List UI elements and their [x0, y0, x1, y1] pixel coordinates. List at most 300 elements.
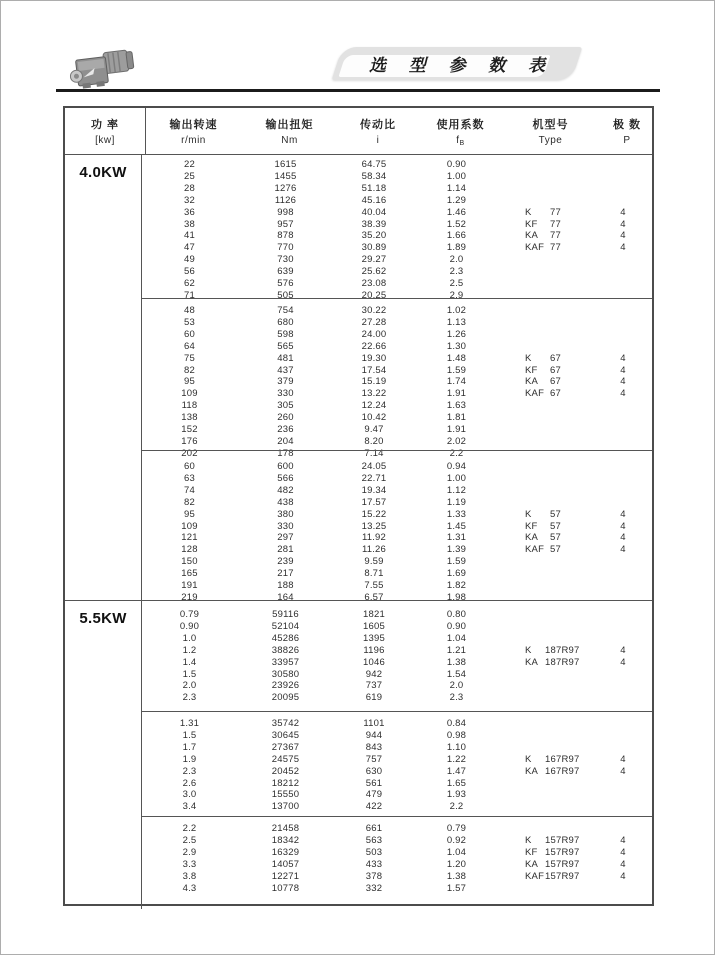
power-column	[65, 601, 142, 909]
model-type-size: 167R97	[545, 765, 580, 777]
table-row	[142, 778, 652, 790]
output-speed-value: 36	[184, 206, 195, 218]
ratio-value: 843	[365, 741, 383, 753]
service-factor-value: 1.52	[446, 218, 467, 230]
ratio-value: 30.22	[361, 305, 387, 316]
model-type-value	[499, 847, 594, 859]
service-factor-value: 1.54	[446, 668, 467, 680]
output-speed-value: 1.5	[182, 668, 197, 680]
model-type-value	[499, 580, 594, 592]
poles-value: 4	[620, 508, 626, 520]
ratio-value: 22.66	[361, 340, 387, 352]
model-type-value	[499, 859, 594, 871]
service-factor-value: 1.02	[446, 305, 467, 316]
model-type-value	[499, 230, 594, 242]
output-speed-value: 1.0	[182, 632, 197, 644]
poles-value: 4	[620, 834, 626, 846]
output-speed-value: 2.6	[182, 777, 197, 789]
output-speed-value: 32	[184, 194, 195, 206]
poles-value	[594, 778, 652, 790]
service-factor-value: 1.12	[446, 484, 467, 496]
model-type-value	[499, 388, 594, 400]
output-torque-value: 10778	[271, 882, 300, 894]
model-type-prefix: KAF	[525, 242, 545, 254]
output-torque-value: 565	[277, 340, 294, 352]
service-factor-value: 1.46	[446, 206, 467, 218]
poles-value: 4	[620, 388, 626, 400]
model-type-value	[499, 424, 594, 436]
output-torque-value: 18342	[271, 834, 300, 846]
model-type-prefix: KA	[525, 532, 539, 544]
table-block	[142, 447, 652, 603]
ratio-value: 27.28	[361, 316, 387, 328]
poles-value: 4	[620, 206, 626, 218]
ratio-value: 378	[365, 870, 383, 882]
output-torque-value: 380	[277, 508, 294, 520]
table-row	[142, 461, 652, 473]
table-row	[142, 412, 652, 424]
table-row	[142, 183, 652, 195]
ratio-value: 45.16	[361, 194, 387, 206]
table-row	[142, 580, 652, 592]
output-torque-value: 1455	[274, 170, 297, 182]
power-section	[65, 155, 652, 603]
ratio-value: 757	[365, 753, 383, 765]
output-torque-value: 680	[277, 316, 294, 328]
model-type-size: 57	[550, 508, 561, 520]
table-row	[142, 609, 652, 621]
model-type-size: 157R97	[545, 846, 580, 858]
model-type-value	[499, 266, 594, 278]
output-torque-value: 754	[277, 305, 294, 316]
ratio-value: 737	[365, 680, 383, 692]
service-factor-value: 0.80	[446, 609, 467, 620]
model-type-prefix: KA	[525, 230, 539, 242]
poles-value	[594, 609, 652, 621]
page-title-banner	[337, 47, 577, 80]
model-type-size: 57	[550, 544, 561, 556]
ratio-value: 332	[365, 882, 383, 894]
column-header-output-speed: 输出转速 r/min	[169, 119, 218, 146]
output-speed-value: 3.8	[182, 870, 197, 882]
poles-value: 4	[620, 364, 626, 376]
ratio-value: 38.39	[361, 218, 387, 230]
service-factor-value: 0.98	[446, 729, 467, 741]
output-torque-value: 24575	[271, 753, 300, 765]
model-type-prefix: K	[525, 206, 532, 218]
ratio-value: 503	[365, 846, 383, 858]
model-type-value	[499, 305, 594, 317]
model-type-size: 157R97	[545, 870, 580, 882]
model-type-prefix: KAF	[525, 388, 545, 400]
poles-value: 4	[620, 753, 626, 765]
service-factor-value: 1.20	[446, 858, 467, 870]
service-factor-value: 1.59	[446, 364, 467, 376]
table-row	[142, 305, 652, 317]
service-factor-value: 2.0	[449, 680, 464, 692]
ratio-value: 15.22	[361, 508, 387, 520]
model-type-value	[499, 254, 594, 266]
model-type-value	[499, 159, 594, 171]
model-type-value	[499, 207, 594, 219]
model-type-size: 77	[550, 230, 561, 242]
output-torque-value: 239	[277, 556, 294, 568]
service-factor-value: 0.90	[446, 620, 467, 632]
service-factor-value: 0.94	[446, 461, 467, 472]
output-torque-value: 576	[277, 278, 294, 290]
table-row	[142, 633, 652, 645]
poles-value	[594, 412, 652, 424]
service-factor-value: 1.04	[446, 846, 467, 858]
service-factor-value: 1.39	[446, 544, 467, 556]
column-header-power: 功 率 [kw]	[65, 108, 146, 154]
poles-value	[594, 473, 652, 485]
output-speed-value: 3.0	[182, 789, 197, 801]
ratio-value: 433	[365, 858, 383, 870]
poles-value	[594, 436, 652, 448]
output-speed-value: 75	[184, 352, 195, 364]
service-factor-value: 1.38	[446, 870, 467, 882]
ratio-blocks	[142, 601, 652, 909]
table-row	[142, 645, 652, 657]
output-torque-value: 15550	[271, 789, 300, 801]
table-body	[65, 155, 652, 906]
poles-value	[594, 497, 652, 509]
column-header-poles: 极 数 P	[612, 119, 642, 146]
table-block	[142, 155, 652, 301]
table-row	[142, 789, 652, 801]
output-speed-value: 1.31	[179, 718, 200, 729]
output-torque-value: 379	[277, 376, 294, 388]
ratio-value: 17.57	[361, 496, 387, 508]
model-type-size: 167R97	[545, 753, 580, 765]
model-type-prefix: KA	[525, 656, 539, 668]
model-type-value	[499, 669, 594, 681]
model-type-value	[499, 317, 594, 329]
poles-value: 4	[620, 376, 626, 388]
page-title: 选 型 参 数 表	[369, 56, 554, 75]
model-type-value	[499, 778, 594, 790]
service-factor-value: 1.45	[446, 520, 467, 532]
model-type-value	[499, 766, 594, 778]
column-header-model-type: 机型号 Type	[532, 119, 569, 146]
poles-value: 4	[620, 858, 626, 870]
table-row	[142, 669, 652, 681]
output-torque-value: 957	[277, 218, 294, 230]
poles-value	[594, 195, 652, 207]
output-speed-value: 191	[181, 580, 198, 592]
model-type-value	[499, 341, 594, 353]
model-type-value	[499, 376, 594, 388]
table-row	[142, 171, 652, 183]
output-speed-value: 176	[181, 435, 198, 447]
table-row	[142, 353, 652, 365]
gearmotor-image	[65, 45, 141, 91]
poles-value: 4	[620, 644, 626, 656]
output-torque-value: 27367	[271, 741, 300, 753]
ratio-value: 661	[365, 823, 383, 834]
ratio-value: 51.18	[361, 182, 387, 194]
model-type-value	[499, 556, 594, 568]
output-speed-value: 1.5	[182, 729, 197, 741]
output-torque-value: 330	[277, 520, 294, 532]
ratio-value: 1605	[363, 620, 385, 632]
model-type-value	[499, 544, 594, 556]
table-row	[142, 473, 652, 485]
table-row	[142, 680, 652, 692]
output-speed-value: 53	[184, 316, 195, 328]
service-factor-value: 1.82	[446, 580, 467, 592]
output-speed-value: 2.9	[182, 846, 197, 858]
output-speed-value: 25	[184, 170, 195, 182]
table-row	[142, 317, 652, 329]
model-type-prefix: KA	[525, 376, 539, 388]
poles-value: 4	[620, 230, 626, 242]
ratio-value: 8.71	[364, 568, 384, 580]
model-type-value	[499, 730, 594, 742]
table-row	[142, 718, 652, 730]
output-speed-value: 22	[184, 159, 195, 170]
table-row	[142, 883, 652, 895]
ratio-value: 1395	[363, 632, 385, 644]
model-type-value	[499, 171, 594, 183]
model-type-prefix: KAF	[525, 870, 545, 882]
model-type-size: 187R97	[545, 656, 580, 668]
output-speed-value: 63	[184, 472, 195, 484]
table-row	[142, 195, 652, 207]
model-type-value	[499, 621, 594, 633]
service-factor-value: 1.14	[446, 182, 467, 194]
output-torque-value: 1276	[274, 182, 297, 194]
poles-value	[594, 621, 652, 633]
output-torque-value: 297	[277, 532, 294, 544]
ratio-value: 20.25	[361, 289, 387, 301]
model-type-size: 77	[550, 218, 561, 230]
model-type-value	[499, 883, 594, 895]
poles-value: 4	[620, 352, 626, 364]
table-row	[142, 871, 652, 883]
poles-value	[594, 400, 652, 412]
model-type-value	[499, 633, 594, 645]
output-torque-value: 59116	[272, 609, 299, 620]
table-row	[142, 365, 652, 377]
model-type-value	[499, 242, 594, 254]
ratio-value: 1821	[363, 609, 385, 620]
output-speed-value: 82	[184, 496, 195, 508]
model-type-value	[499, 568, 594, 580]
service-factor-value: 1.59	[446, 556, 467, 568]
ratio-value: 942	[365, 668, 383, 680]
model-type-value	[499, 353, 594, 365]
output-speed-value: 1.7	[182, 741, 197, 753]
service-factor-value: 2.3	[449, 266, 464, 278]
poles-value	[594, 556, 652, 568]
service-factor-value: 2.2	[449, 801, 464, 813]
service-factor-value: 1.30	[446, 340, 467, 352]
model-type-size: 67	[550, 352, 561, 364]
ratio-value: 422	[365, 801, 383, 813]
table-block	[142, 816, 652, 909]
table-row	[142, 242, 652, 254]
service-factor-value: 1.21	[446, 644, 467, 656]
selection-parameter-table	[63, 106, 654, 906]
service-factor-value: 1.69	[446, 568, 467, 580]
output-speed-value: 109	[181, 520, 198, 532]
poles-value: 4	[620, 242, 626, 254]
poles-value	[594, 692, 652, 704]
ratio-value: 7.14	[364, 447, 384, 459]
ratio-value: 30.89	[361, 242, 387, 254]
model-type-value	[499, 871, 594, 883]
output-speed-value: 74	[184, 484, 195, 496]
poles-value	[594, 883, 652, 895]
table-row	[142, 742, 652, 754]
output-torque-value: 598	[277, 328, 294, 340]
model-type-value	[499, 436, 594, 448]
model-type-size: 57	[550, 520, 561, 532]
service-factor-value: 1.00	[446, 472, 467, 484]
table-row	[142, 823, 652, 835]
ratio-value: 24.00	[361, 328, 387, 340]
service-factor-value: 2.2	[449, 447, 464, 459]
table-row	[142, 859, 652, 871]
service-factor-value: 1.89	[446, 242, 467, 254]
model-type-prefix: K	[525, 508, 532, 520]
output-torque-value: 18212	[271, 777, 300, 789]
model-type-value	[499, 400, 594, 412]
poles-value: 4	[620, 520, 626, 532]
output-torque-value: 188	[277, 580, 294, 592]
service-factor-value: 1.98	[446, 591, 467, 603]
poles-value	[594, 633, 652, 645]
service-factor-value: 1.10	[446, 741, 467, 753]
table-block	[142, 711, 652, 816]
table-row	[142, 254, 652, 266]
model-type-value	[499, 329, 594, 341]
output-speed-value: 95	[184, 376, 195, 388]
model-type-value	[499, 609, 594, 621]
output-torque-value: 52104	[271, 620, 300, 632]
poles-value	[594, 171, 652, 183]
model-type-value	[499, 789, 594, 801]
poles-value: 4	[620, 656, 626, 668]
power-section	[65, 600, 652, 909]
table-row	[142, 621, 652, 633]
output-torque-value: 178	[277, 447, 294, 459]
output-torque-value: 305	[277, 400, 294, 412]
output-torque-value: 505	[277, 289, 294, 301]
ratio-value: 19.30	[361, 352, 387, 364]
model-type-prefix: KA	[525, 858, 539, 870]
ratio-value: 563	[365, 834, 383, 846]
service-factor-value: 1.13	[446, 316, 467, 328]
output-torque-value: 482	[277, 484, 294, 496]
model-type-value	[499, 365, 594, 377]
service-factor-value: 1.48	[446, 352, 467, 364]
ratio-value: 9.59	[364, 556, 384, 568]
output-speed-value: 3.3	[182, 858, 197, 870]
model-type-value	[499, 473, 594, 485]
output-torque-value: 236	[277, 424, 294, 436]
ratio-value: 10.42	[361, 412, 387, 424]
ratio-value: 11.92	[361, 532, 387, 544]
output-torque-value: 481	[277, 352, 294, 364]
output-torque-value: 38826	[271, 644, 300, 656]
output-speed-value: 2.3	[182, 765, 197, 777]
output-torque-value: 13700	[271, 801, 300, 813]
output-torque-value: 438	[277, 496, 294, 508]
service-factor-value: 1.57	[446, 882, 467, 894]
model-type-size: 67	[550, 388, 561, 400]
table-row	[142, 329, 652, 341]
service-factor-value: 1.29	[446, 194, 467, 206]
output-speed-value: 62	[184, 278, 195, 290]
model-type-prefix: K	[525, 834, 532, 846]
table-row	[142, 278, 652, 290]
output-speed-value: 152	[181, 424, 198, 436]
poles-value: 4	[620, 532, 626, 544]
table-block	[142, 298, 652, 459]
poles-value	[594, 183, 652, 195]
output-speed-value: 41	[184, 230, 195, 242]
poles-value: 4	[620, 544, 626, 556]
output-torque-value: 12271	[271, 870, 300, 882]
model-type-size: 77	[550, 242, 561, 254]
output-torque-value: 20452	[271, 765, 300, 777]
output-torque-value: 281	[277, 544, 294, 556]
table-row	[142, 424, 652, 436]
poles-value	[594, 789, 652, 801]
output-speed-value: 138	[181, 412, 198, 424]
model-type-prefix: K	[525, 644, 532, 656]
output-torque-value: 204	[277, 435, 294, 447]
output-speed-value: 60	[184, 328, 195, 340]
ratio-value: 6.57	[364, 591, 384, 603]
output-speed-value: 0.90	[179, 620, 200, 632]
output-speed-value: 118	[181, 400, 198, 412]
table-row	[142, 400, 652, 412]
ratio-value: 619	[365, 692, 383, 704]
model-type-size: 57	[550, 532, 561, 544]
service-factor-value: 1.74	[446, 376, 467, 388]
model-type-value	[499, 497, 594, 509]
output-speed-value: 64	[184, 340, 195, 352]
service-factor-value: 1.33	[446, 508, 467, 520]
table-row	[142, 341, 652, 353]
ratio-value: 7.55	[364, 580, 384, 592]
column-header-output-torque: 输出扭矩 Nm	[265, 119, 314, 146]
poles-value	[594, 680, 652, 692]
model-type-prefix: KF	[525, 218, 538, 230]
output-speed-value: 82	[184, 364, 195, 376]
output-speed-value: 28	[184, 182, 195, 194]
output-speed-value: 1.4	[182, 656, 197, 668]
model-type-size: 67	[550, 376, 561, 388]
table-row	[142, 509, 652, 521]
poles-value	[594, 742, 652, 754]
ratio-value: 40.04	[361, 206, 387, 218]
service-factor-value: 2.9	[449, 289, 464, 301]
output-speed-value: 2.5	[182, 834, 197, 846]
ratio-value: 19.34	[361, 484, 387, 496]
poles-value	[594, 718, 652, 730]
table-row	[142, 801, 652, 813]
model-type-value	[499, 645, 594, 657]
output-speed-value: 121	[181, 532, 198, 544]
table-row	[142, 266, 652, 278]
output-speed-value: 219	[181, 591, 198, 603]
model-type-value	[499, 718, 594, 730]
